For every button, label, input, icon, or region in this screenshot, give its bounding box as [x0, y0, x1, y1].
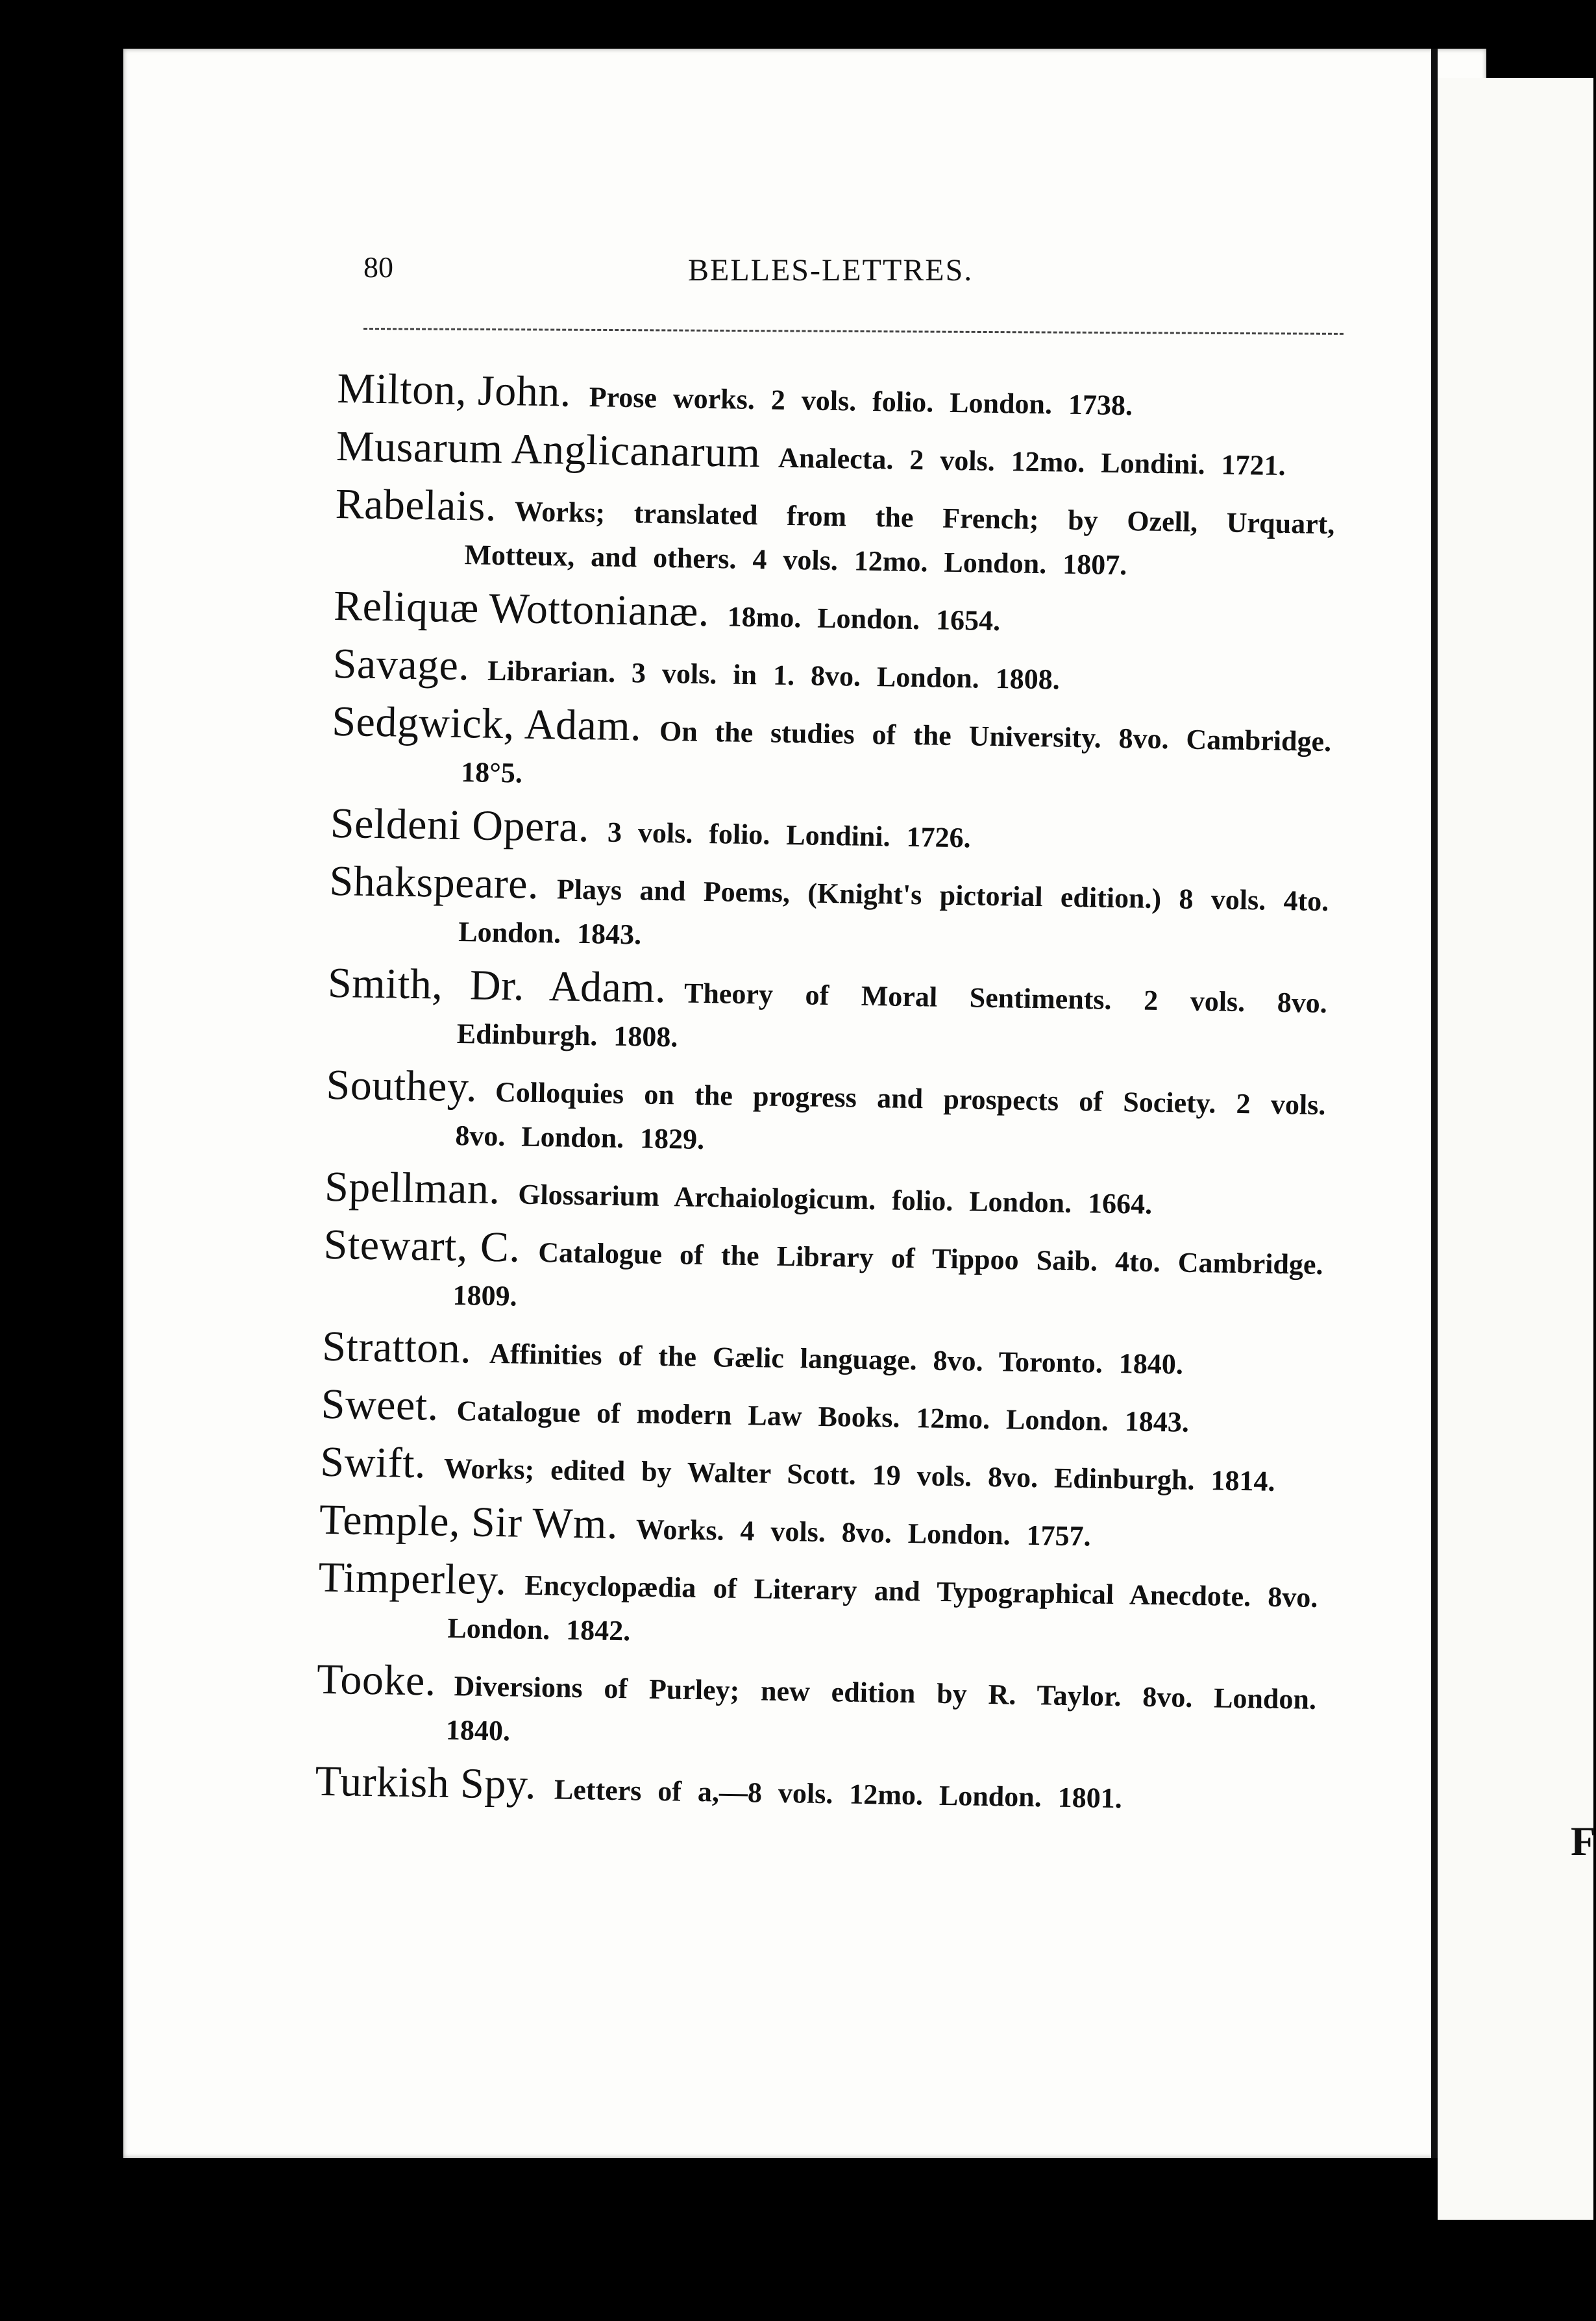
entry-author: Tooke. — [316, 1655, 437, 1705]
catalogue-entry — [334, 482, 1335, 591]
entry-author: Rabelais. — [335, 480, 497, 530]
catalogue-entry — [323, 1220, 1323, 1331]
catalogue-entry — [324, 1162, 1325, 1229]
entry-details: Works; translated from the French; by Ozell, Urquart, Motteux, and others. 4 vols. 12mo. London. 1807. — [464, 495, 1335, 582]
entry-author: Sweet. — [321, 1380, 439, 1430]
catalogue-entry — [321, 1322, 1322, 1389]
entry-details: Prose works. 2 vols. folio. London. 1738. — [589, 381, 1133, 422]
catalogue-entry — [317, 1553, 1318, 1664]
entry-details: Theory of Moral Sentiments. 2 vols. 8vo. Edinburgh. 1808. — [456, 977, 1328, 1053]
entry-author: Temple, Sir Wm. — [319, 1495, 619, 1549]
catalogue-entry — [336, 424, 1336, 489]
catalogue-entry — [316, 1655, 1317, 1766]
entry-author: Timperley. — [318, 1553, 508, 1604]
catalogue-entry — [332, 639, 1332, 706]
entry-author: Southey. — [326, 1061, 478, 1111]
page-gutter-edge — [1431, 49, 1438, 2158]
entry-author: Milton, John. — [336, 365, 572, 416]
facing-page-letter: F — [1571, 1818, 1596, 1864]
catalogue-entry — [330, 799, 1330, 866]
entry-details: On the studies of the University. 8vo. Cambridge. 18°5. — [460, 715, 1332, 789]
entry-details: Glossarium Archaiologicum. folio. London. 1664. — [517, 1178, 1153, 1220]
entry-details: Encyclopædia of Literary and Typographical Anecdote. 8vo. London. 1842. — [447, 1569, 1318, 1647]
entry-author: Stratton. — [321, 1322, 472, 1373]
entry-author: Musarum Anglicanarum — [336, 422, 761, 477]
entry-details: Letters of a,—8 vols. 12mo. London. 1801. — [554, 1773, 1123, 1815]
entry-author: Spellman. — [324, 1162, 501, 1214]
catalogue-entry — [315, 1757, 1315, 1824]
entry-author: Sedgwick, Adam. — [331, 697, 642, 750]
catalogue-entry — [320, 1440, 1320, 1504]
entry-details: Works. 4 vols. 8vo. London. 1757. — [635, 1513, 1091, 1553]
catalogue-entry — [331, 697, 1332, 808]
facing-page — [1438, 78, 1593, 2220]
entry-author: Savage. — [332, 639, 470, 690]
entry-author: Reliquæ Wottonianæ. — [333, 582, 710, 636]
catalogue-entry — [325, 1063, 1326, 1172]
entry-details: Colloquies on the progress and prospects of Society. 2 vols. 8vo. London. 1829. — [455, 1075, 1326, 1156]
catalogue-entry — [334, 584, 1334, 648]
entry-details: Affinities of the Gælic language. 8vo. Toronto. 1840. — [489, 1337, 1184, 1381]
entry-author: Turkish Spy. — [315, 1757, 537, 1809]
catalogue-entries — [315, 367, 1337, 1833]
entry-details: Catalogue of modern Law Books. 12mo. London. 1843. — [456, 1395, 1190, 1438]
entry-author: Shakspeare. — [328, 857, 539, 908]
entry-details: Plays and Poems, (Knight's pictorial edition.) 8 vols. 4to. London. 1843. — [458, 873, 1329, 951]
entry-details: Works; edited by Walter Scott. 19 vols. 8vo. Edinburgh. 1814. — [443, 1452, 1275, 1497]
entry-author: Smith, Dr. Adam. — [327, 959, 667, 1013]
catalogue-entry — [326, 961, 1327, 1070]
page-header — [363, 250, 1415, 302]
entry-author: Swift. — [319, 1438, 426, 1488]
page-number: 80 — [363, 251, 393, 284]
entry-author: Seldeni Opera. — [330, 799, 590, 852]
running-title: BELLES-LETTRES. — [688, 253, 974, 288]
catalogue-entry — [328, 859, 1329, 968]
entry-details: Catalogue of the Library of Tippoo Saib. 4to. Cambridge. 1809. — [452, 1236, 1323, 1312]
entry-details: Librarian. 3 vols. in 1. 8vo. London. 1808. — [487, 654, 1061, 696]
catalogue-entry — [319, 1495, 1319, 1562]
entry-author: Stewart, C. — [323, 1220, 521, 1271]
entry-details: Diversions of Purley; new edition by R. Taylor. 8vo. London. 1840. — [445, 1670, 1317, 1747]
entry-details: 3 vols. folio. Londini. 1726. — [607, 816, 971, 854]
entry-details: 18mo. London. 1654. — [727, 600, 1001, 637]
entry-details: Analecta. 2 vols. 12mo. Londini. 1721. — [778, 441, 1286, 482]
catalogue-entry — [321, 1382, 1321, 1447]
